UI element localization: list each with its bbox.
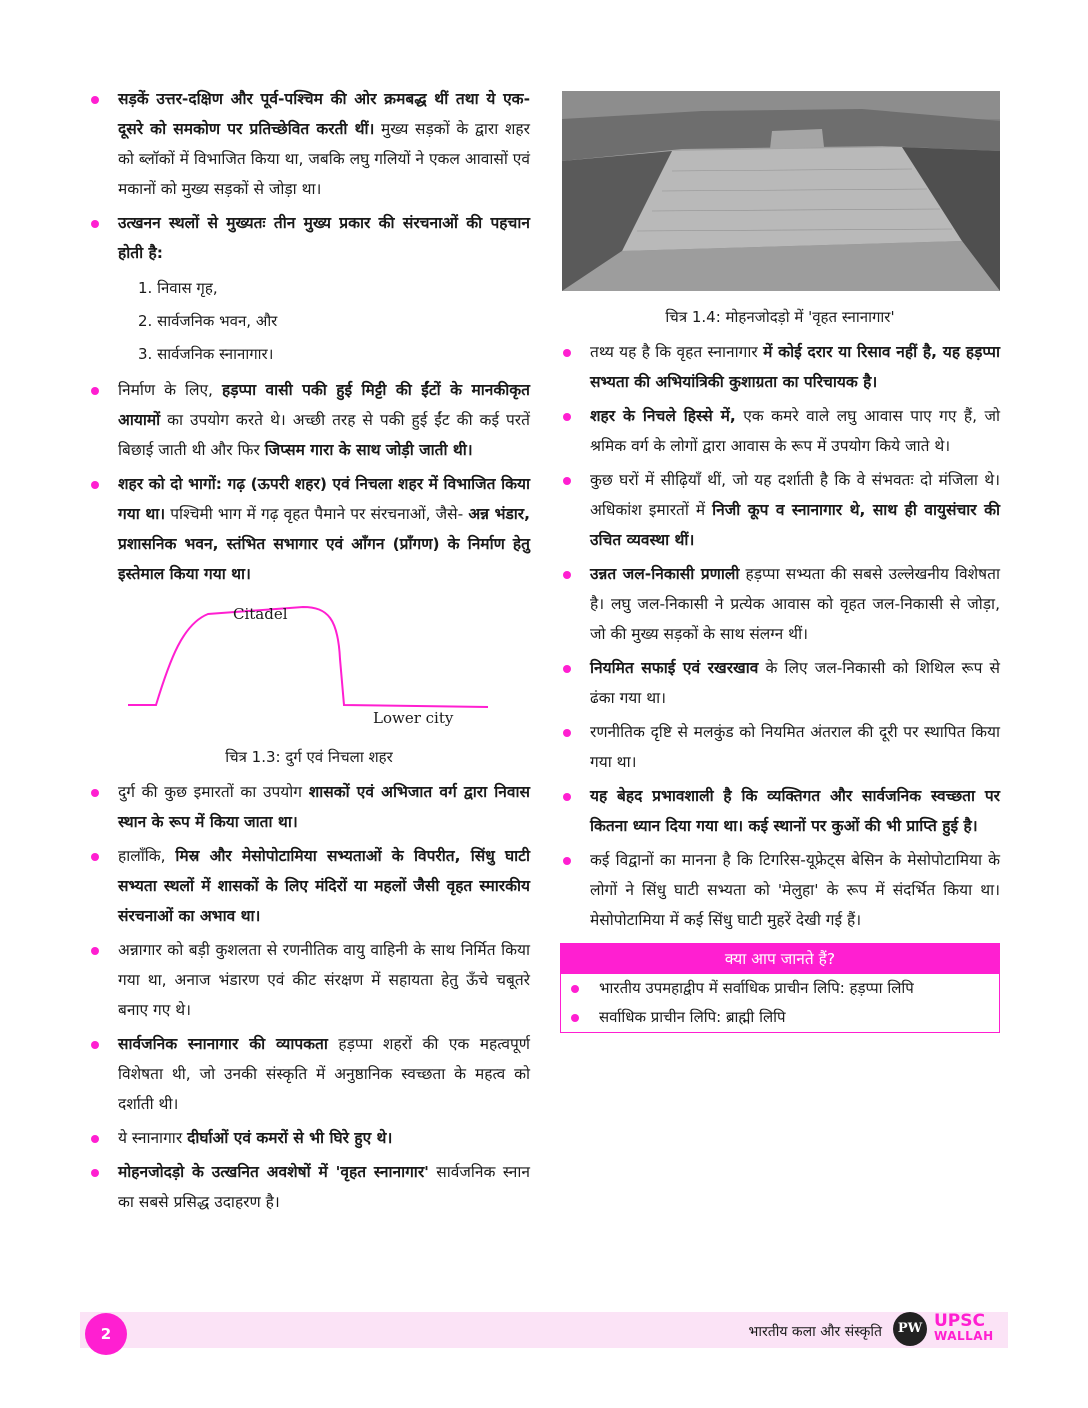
book-title: भारतीय कला और संस्कृति bbox=[748, 1324, 882, 1340]
lower-city-label: Lower city bbox=[373, 709, 454, 727]
list-item: रणनीतिक दृष्टि से मलकुंड को नियमित अंतराल की दूरी पर स्थापित किया गया था। bbox=[560, 717, 1000, 777]
brand-line-2: WALLAH bbox=[934, 1329, 994, 1343]
did-you-know-list bbox=[561, 974, 999, 1032]
list-item: 1. निवास गृह, bbox=[138, 279, 218, 297]
list-item: निर्माण के लिए, हड़प्पा वासी पकी हुई मिट्टी की ईंटों के मानकीकृत आयामों का उपयोग करते थे। अच्छी तरह से पकी हुई ईंट की कई परतें बिछाई जाती थी और फिर जिप्सम गारा के साथ जोड़ी जाती थी। bbox=[88, 375, 530, 465]
citadel-label: Citadel bbox=[233, 605, 288, 623]
list-item: कुछ घरों में सीढ़ियाँ थीं, जो यह दर्शाती है कि वे संभवतः दो मंजिला थे। अधिकांश इमारतों में निजी कूप व स्नानागार थे, साथ ही वायुसंचार की उचित व्यवस्था थीं। bbox=[560, 465, 1000, 555]
figure-caption: चित्र 1.3: दुर्ग एवं निचला शहर bbox=[225, 748, 393, 766]
list-item: शहर को दो भागों: गढ़ (ऊपरी शहर) एवं निचला शहर में विभाजित किया गया था। पश्चिमी भाग में गढ़ वृहत पैमाने पर संरचनाओं, जैसे- अन्न भंडार, प्रशासनिक भवन, स्तंभित सभागार एवं आँगन (प्राँगण) के निर्माण हेतु इस्तेमाल किया गया था। bbox=[88, 469, 530, 589]
did-you-know-title: क्या आप जानते हैं? bbox=[561, 944, 999, 974]
list-item: सड़कें उत्तर-दक्षिण और पूर्व-पश्चिम की ओर क्रमबद्ध थीं तथा ये एक-दूसरे को समकोण पर प्रतिच्छेवित करती थीं। मुख्य सड़कों के द्वारा शहर को ब्लॉकों में विभाजित किया था, जबकि लघु गलियों ने एकल आवासों एवं मकानों को मुख्य सड़कों से जोड़ा था। bbox=[88, 84, 530, 204]
list-item: उत्खनन स्थलों से मुख्यतः तीन मुख्य प्रकार की संरचनाओं की पहचान होती है: bbox=[88, 208, 530, 268]
figure-caption: चित्र 1.4: मोहनजोदड़ो में 'वृहत स्नानागार' bbox=[665, 308, 895, 326]
list-item: उन्नत जल-निकासी प्रणाली हड़प्पा सभ्यता की सबसे उल्लेखनीय विशेषता है। लघु जल-निकासी ने प्रत्येक आवास को वृहत जल-निकासी से जोड़ा, जो की मुख्य सड़कों के साथ संलग्न थीं। bbox=[560, 559, 1000, 649]
right-column bbox=[560, 91, 1000, 1033]
list-item: कई विद्वानों का मानना है कि टिगरिस-यूफ्रेट्स बेसिन के मेसोपोटामिया के लोगों ने सिंधु घाटी सभ्यता को 'मेलुहा' के रूप में संदर्भित किया था। मेसोपोटामिया में कई सिंधु घाटी मुहरें देखी गई हैं। bbox=[560, 845, 1000, 935]
list-item: मोहनजोदड़ो के उत्खनित अवशेषों में 'वृहत स्नानागार' सार्वजनिक स्नान का सबसे प्रसिद्ध उदाहरण है। bbox=[88, 1157, 530, 1217]
list-item: सर्वाधिक प्राचीन लिपि: ब्राह्मी लिपि bbox=[561, 1003, 999, 1032]
citadel-profile-line bbox=[88, 599, 528, 739]
did-you-know-box bbox=[560, 943, 1000, 1033]
list-item: हालाँकि, मिस्र और मेसोपोटामिया सभ्यताओं के विपरीत, सिंधु घाटी सभ्यता स्थलों में शासकों के लिए मंदिरों या महलों जैसी वृहत स्मारकीय संरचनाओं का अभाव था। bbox=[88, 841, 530, 931]
list-item: यह बेहद प्रभावशाली है कि व्यक्तिगत और सार्वजनिक स्वच्छता पर कितना ध्यान दिया गया था। कई स्थानों पर कुओं की भी प्राप्ति हुई है। bbox=[560, 781, 1000, 841]
list-item: ये स्नानागार दीर्घाओं एवं कमरों से भी घिरे हुए थे। bbox=[88, 1123, 530, 1153]
left-column bbox=[88, 84, 530, 1221]
bullet-list-bottom bbox=[88, 777, 530, 1217]
list-item: शहर के निचले हिस्से में, एक कमरे वाले लघु आवास पाए गए हैं, जो श्रमिक वर्ग के लोगों द्वारा आवास के रूप में उपयोग किये जाते थे। bbox=[560, 401, 1000, 461]
list-item: सार्वजनिक स्नानागार की व्यापकता हड़प्पा शहरों की एक महत्वपूर्ण विशेषता थी, जो उनकी संस्कृति में अनुष्ठानिक स्वच्छता के महत्व को दर्शाती थी। bbox=[88, 1029, 530, 1119]
list-item: नियमित सफाई एवं रखरखाव के लिए जल-निकासी को शिथिल रूप से ढंका गया था। bbox=[560, 653, 1000, 713]
upsc-wallah-logo bbox=[934, 1312, 994, 1343]
great-bath-illustration bbox=[562, 91, 1000, 291]
list-item: दुर्ग की कुछ इमारतों का उपयोग शासकों एवं अभिजात वर्ग द्वारा निवास स्थान के रूप में किया जाता था। bbox=[88, 777, 530, 837]
bullet-list-top bbox=[88, 84, 530, 268]
list-item: अन्नागार को बड़ी कुशलता से रणनीतिक वायु वाहिनी के साथ निर्मित किया गया था, अनाज भंडारण एवं कीट संरक्षण में सहायता हेतु ऊँचे चबूतरे बनाए गए थे। bbox=[88, 935, 530, 1025]
great-bath-photo bbox=[562, 91, 1000, 291]
page-number: 2 bbox=[85, 1313, 127, 1355]
pw-logo-icon: PW bbox=[893, 1312, 927, 1346]
list-item: भारतीय उपमहाद्वीप में सर्वाधिक प्राचीन लिपि: हड़प्पा लिपि bbox=[561, 974, 999, 1003]
brand-line-1: UPSC bbox=[934, 1311, 985, 1331]
list-item: 2. सार्वजनिक भवन, और bbox=[138, 312, 278, 330]
citadel-diagram bbox=[88, 599, 528, 739]
bullet-list-right bbox=[560, 337, 1000, 935]
list-item: 3. सार्वजनिक स्नानागार। bbox=[138, 345, 274, 363]
structure-types-list bbox=[88, 272, 530, 371]
bullet-list-mid bbox=[88, 375, 530, 589]
list-item: तथ्य यह है कि वृहत स्नानागार में कोई दरार या रिसाव नहीं है, यह हड़प्पा सभ्यता की अभियांत्रिकी कुशाग्रता का परिचायक है। bbox=[560, 337, 1000, 397]
